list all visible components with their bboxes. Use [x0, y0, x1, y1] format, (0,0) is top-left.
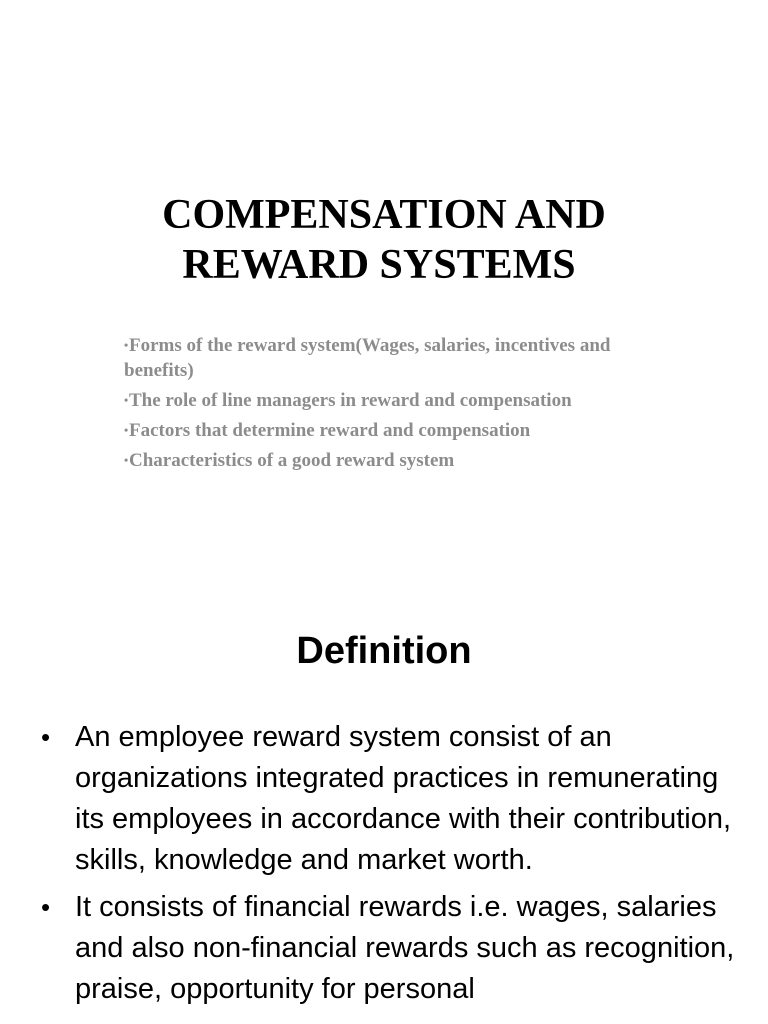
subtitle-item-text: Forms of the reward system(Wages, salaries, incentives and benefits) [124, 335, 611, 381]
definition-item-text: An employee reward system consist of an organizations integrated practices in remunerating its employees in accordance with their contribution, skills, knowledge and market worth. [75, 721, 732, 876]
subtitle-item-text: Factors that determine reward and compensation [129, 420, 531, 441]
subtitle-item [124, 388, 664, 413]
bullet-icon: • [124, 423, 129, 437]
subtitle-item [124, 333, 664, 383]
bullet-icon: • [41, 892, 51, 922]
bullet-icon: • [41, 722, 51, 752]
slide-title [0, 190, 768, 290]
definition-bullet-list [38, 717, 748, 1016]
slide-heading: Definition [296, 630, 472, 672]
bullet-icon: • [124, 338, 129, 352]
subtitle-bullet-list [124, 333, 664, 478]
definition-item-text: It consists of financial rewards i.e. wages, salaries and also non-financial rewards such as recognition, praise, opportunity for personal [75, 891, 735, 1005]
subtitle-item [124, 448, 664, 473]
slide-title-line-1: COMPENSATION AND [162, 192, 606, 238]
bullet-icon: • [124, 393, 129, 407]
subtitle-item [124, 418, 664, 443]
bullet-icon: • [124, 453, 129, 467]
definition-item [38, 887, 748, 1010]
definition-item [38, 717, 748, 881]
subtitle-item-text: Characteristics of a good reward system [129, 450, 455, 471]
slide-title-line-2: REWARD SYSTEMS [182, 242, 576, 288]
subtitle-item-text: The role of line managers in reward and compensation [129, 390, 572, 411]
definition-slide [0, 576, 768, 1024]
